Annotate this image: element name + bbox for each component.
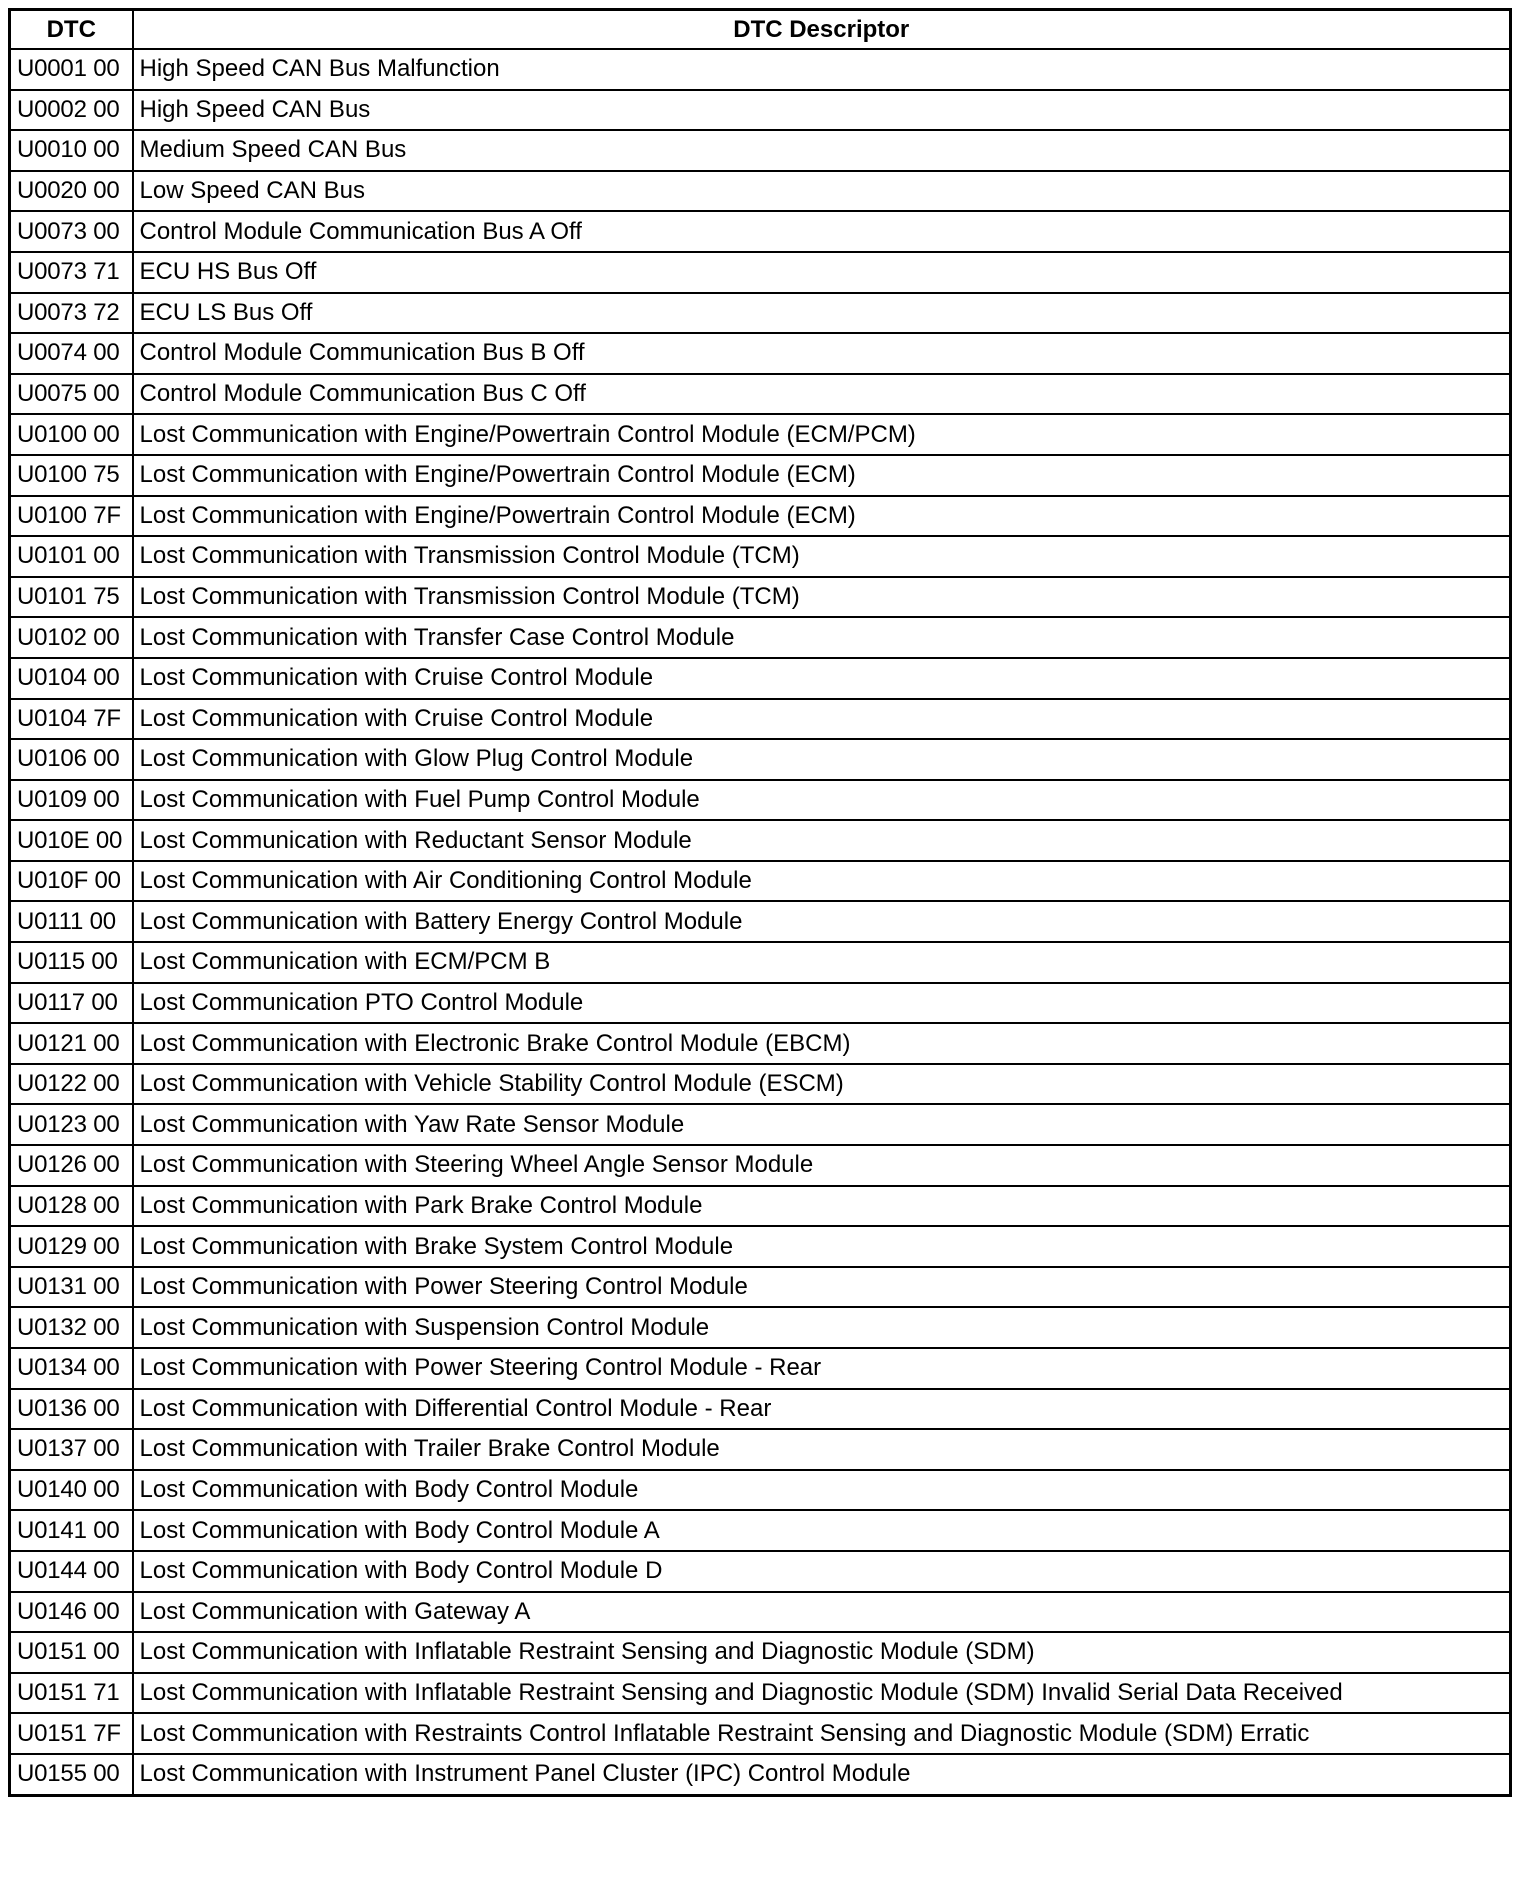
table-row [10, 171, 1511, 212]
dtc-descriptor-cell: Lost Communication with Fuel Pump Control Module [133, 780, 1511, 821]
table-row [10, 1348, 1511, 1389]
table-row [10, 1145, 1511, 1186]
dtc-descriptor-cell: Lost Communication with Air Conditioning Control Module [133, 861, 1511, 902]
dtc-descriptor-cell: Lost Communication with Transfer Case Control Module [133, 617, 1511, 658]
dtc-code-cell: U0131 00 [10, 1267, 133, 1308]
dtc-descriptor-cell: Lost Communication with Cruise Control Module [133, 699, 1511, 740]
dtc-descriptor-cell: Lost Communication with Park Brake Control Module [133, 1186, 1511, 1227]
dtc-code-cell: U0151 71 [10, 1673, 133, 1714]
table-row [10, 333, 1511, 374]
table-row [10, 1064, 1511, 1105]
table-row [10, 455, 1511, 496]
table-row [10, 739, 1511, 780]
dtc-code-cell: U010F 00 [10, 861, 133, 902]
dtc-descriptor-cell: Lost Communication with Glow Plug Control Module [133, 739, 1511, 780]
table-header-row [10, 10, 1511, 50]
dtc-code-cell: U0073 71 [10, 252, 133, 293]
dtc-code-cell: U0073 00 [10, 211, 133, 252]
dtc-code-cell: U0122 00 [10, 1064, 133, 1105]
dtc-code-cell: U0144 00 [10, 1551, 133, 1592]
dtc-descriptor-cell: Lost Communication with Yaw Rate Sensor Module [133, 1104, 1511, 1145]
dtc-code-cell: U010E 00 [10, 820, 133, 861]
dtc-descriptor-cell: Lost Communication with Cruise Control Module [133, 658, 1511, 699]
table-row [10, 1551, 1511, 1592]
dtc-code-cell: U0100 00 [10, 414, 133, 455]
table-row [10, 536, 1511, 577]
dtc-descriptor-cell: Lost Communication with Differential Control Module - Rear [133, 1389, 1511, 1430]
table-row [10, 861, 1511, 902]
dtc-descriptor-cell: Control Module Communication Bus A Off [133, 211, 1511, 252]
table-row [10, 577, 1511, 618]
dtc-code-cell: U0140 00 [10, 1470, 133, 1511]
dtc-code-cell: U0137 00 [10, 1429, 133, 1470]
table-row [10, 1186, 1511, 1227]
dtc-code-cell: U0121 00 [10, 1023, 133, 1064]
dtc-code-cell: U0101 00 [10, 536, 133, 577]
dtc-descriptor-cell: Lost Communication with Transmission Control Module (TCM) [133, 536, 1511, 577]
dtc-code-cell: U0104 7F [10, 699, 133, 740]
dtc-code-cell: U0123 00 [10, 1104, 133, 1145]
dtc-descriptor-cell: Lost Communication with Electronic Brake Control Module (EBCM) [133, 1023, 1511, 1064]
table-row [10, 699, 1511, 740]
dtc-column-header: DTC [10, 10, 133, 50]
dtc-descriptor-cell: Lost Communication with Body Control Module A [133, 1510, 1511, 1551]
dtc-descriptor-cell: Lost Communication with Instrument Panel Cluster (IPC) Control Module [133, 1754, 1511, 1795]
dtc-code-cell: U0074 00 [10, 333, 133, 374]
table-row [10, 1429, 1511, 1470]
dtc-code-cell: U0128 00 [10, 1186, 133, 1227]
table-row [10, 130, 1511, 171]
table-row [10, 983, 1511, 1024]
dtc-descriptor-cell: Lost Communication with Body Control Module [133, 1470, 1511, 1511]
table-row [10, 1713, 1511, 1754]
dtc-descriptor-cell: Lost Communication with Steering Wheel Angle Sensor Module [133, 1145, 1511, 1186]
dtc-descriptor-cell: High Speed CAN Bus [133, 90, 1511, 131]
dtc-descriptor-cell: Lost Communication with Inflatable Restraint Sensing and Diagnostic Module (SDM) Invalid Serial Data Received [133, 1673, 1511, 1714]
dtc-descriptor-cell: Lost Communication with Engine/Powertrain Control Module (ECM/PCM) [133, 414, 1511, 455]
dtc-descriptor-cell: Lost Communication with Vehicle Stability Control Module (ESCM) [133, 1064, 1511, 1105]
dtc-code-cell: U0109 00 [10, 780, 133, 821]
table-row [10, 414, 1511, 455]
table-row [10, 293, 1511, 334]
dtc-descriptor-column-header: DTC Descriptor [133, 10, 1511, 50]
table-row [10, 90, 1511, 131]
dtc-code-cell: U0146 00 [10, 1592, 133, 1633]
table-row [10, 1632, 1511, 1673]
table-row [10, 496, 1511, 537]
dtc-descriptor-cell: Lost Communication with ECM/PCM B [133, 942, 1511, 983]
dtc-code-cell: U0117 00 [10, 983, 133, 1024]
dtc-code-cell: U0075 00 [10, 374, 133, 415]
dtc-code-cell: U0136 00 [10, 1389, 133, 1430]
dtc-descriptor-cell: ECU LS Bus Off [133, 293, 1511, 334]
dtc-descriptor-cell: Lost Communication with Reductant Sensor Module [133, 820, 1511, 861]
table-row [10, 1267, 1511, 1308]
dtc-code-cell: U0106 00 [10, 739, 133, 780]
table-row [10, 901, 1511, 942]
table-row [10, 820, 1511, 861]
dtc-descriptor-cell: Lost Communication with Trailer Brake Control Module [133, 1429, 1511, 1470]
dtc-code-cell: U0141 00 [10, 1510, 133, 1551]
table-row [10, 1226, 1511, 1267]
dtc-descriptor-cell: Lost Communication with Power Steering Control Module - Rear [133, 1348, 1511, 1389]
dtc-code-cell: U0002 00 [10, 90, 133, 131]
dtc-code-cell: U0100 7F [10, 496, 133, 537]
dtc-code-cell: U0115 00 [10, 942, 133, 983]
table-row [10, 617, 1511, 658]
dtc-descriptor-cell: Control Module Communication Bus C Off [133, 374, 1511, 415]
dtc-descriptor-cell: Lost Communication with Gateway A [133, 1592, 1511, 1633]
dtc-descriptor-cell: Lost Communication with Brake System Control Module [133, 1226, 1511, 1267]
dtc-descriptor-cell: Lost Communication with Engine/Powertrain Control Module (ECM) [133, 455, 1511, 496]
dtc-code-cell: U0151 7F [10, 1713, 133, 1754]
dtc-table [8, 8, 1512, 1797]
table-row [10, 780, 1511, 821]
table-row [10, 1104, 1511, 1145]
table-row [10, 252, 1511, 293]
table-row [10, 1023, 1511, 1064]
dtc-descriptor-cell: Lost Communication with Suspension Control Module [133, 1307, 1511, 1348]
dtc-descriptor-cell: Lost Communication with Transmission Control Module (TCM) [133, 577, 1511, 618]
table-row [10, 1307, 1511, 1348]
table-row [10, 1592, 1511, 1633]
dtc-descriptor-cell: Low Speed CAN Bus [133, 171, 1511, 212]
dtc-descriptor-cell: Lost Communication with Engine/Powertrain Control Module (ECM) [133, 496, 1511, 537]
dtc-descriptor-cell: Lost Communication with Body Control Module D [133, 1551, 1511, 1592]
dtc-code-cell: U0001 00 [10, 49, 133, 90]
dtc-descriptor-cell: Lost Communication with Inflatable Restraint Sensing and Diagnostic Module (SDM) [133, 1632, 1511, 1673]
table-row [10, 1470, 1511, 1511]
dtc-code-cell: U0129 00 [10, 1226, 133, 1267]
dtc-code-cell: U0126 00 [10, 1145, 133, 1186]
dtc-descriptor-cell: Control Module Communication Bus B Off [133, 333, 1511, 374]
dtc-code-cell: U0100 75 [10, 455, 133, 496]
dtc-descriptor-cell: Lost Communication with Restraints Control Inflatable Restraint Sensing and Diagnostic Module (SDM) Erratic [133, 1713, 1511, 1754]
table-row [10, 1754, 1511, 1795]
table-row [10, 49, 1511, 90]
dtc-code-cell: U0020 00 [10, 171, 133, 212]
dtc-descriptor-cell: Lost Communication with Battery Energy Control Module [133, 901, 1511, 942]
dtc-descriptor-cell: Lost Communication PTO Control Module [133, 983, 1511, 1024]
dtc-code-cell: U0073 72 [10, 293, 133, 334]
table-row [10, 374, 1511, 415]
dtc-code-cell: U0104 00 [10, 658, 133, 699]
dtc-code-cell: U0155 00 [10, 1754, 133, 1795]
dtc-descriptor-cell: Medium Speed CAN Bus [133, 130, 1511, 171]
dtc-descriptor-cell: ECU HS Bus Off [133, 252, 1511, 293]
table-row [10, 211, 1511, 252]
dtc-descriptor-cell: High Speed CAN Bus Malfunction [133, 49, 1511, 90]
table-row [10, 1389, 1511, 1430]
dtc-code-cell: U0151 00 [10, 1632, 133, 1673]
dtc-code-cell: U0102 00 [10, 617, 133, 658]
table-body [10, 49, 1511, 1795]
dtc-code-cell: U0132 00 [10, 1307, 133, 1348]
table-row [10, 658, 1511, 699]
table-row [10, 1673, 1511, 1714]
dtc-code-cell: U0010 00 [10, 130, 133, 171]
dtc-descriptor-cell: Lost Communication with Power Steering Control Module [133, 1267, 1511, 1308]
table-row [10, 942, 1511, 983]
dtc-code-cell: U0101 75 [10, 577, 133, 618]
dtc-code-cell: U0111 00 [10, 901, 133, 942]
table-row [10, 1510, 1511, 1551]
dtc-code-cell: U0134 00 [10, 1348, 133, 1389]
